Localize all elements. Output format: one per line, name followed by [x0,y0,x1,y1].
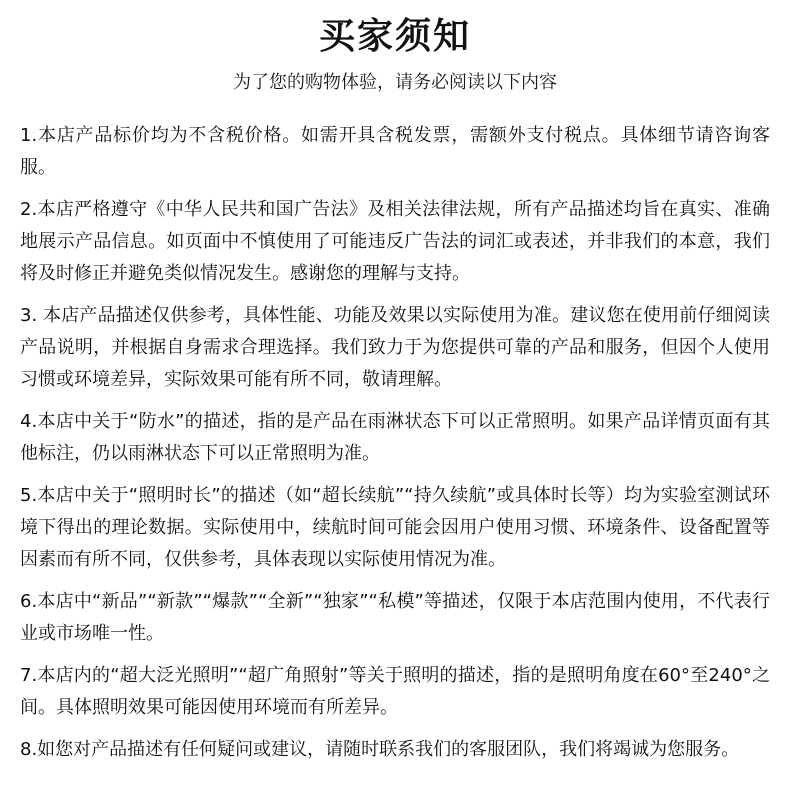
notice-item-1: 1.本店产品标价均为不含税价格。如需开具含税发票，需额外支付税点。具体细节请咨询客服。 [20,125,770,178]
notice-item-3: 3. 本店产品描述仅供参考，具体性能、功能及效果以实际使用为准。建议您在使用前仔细阅读产品说明，并根据自身需求合理选择。我们致力于为您提供可靠的产品和服务，但因个人使用习惯或环境差异，实际效果可能有所不同，敬请理解。 [20,305,770,390]
page-title: 买家须知 [318,16,471,57]
notice-item-4: 4.本店中关于“防水”的描述，指的是产品在雨淋状态下可以正常照明。如果产品详情页面有其他标注，仍以雨淋状态下可以正常照明为准。 [20,411,770,464]
notice-item-8: 8.如您对产品描述有任何疑问或建议，请随时联系我们的客服团队，我们将竭诚为您服务。 [20,739,740,760]
notice-item-2: 2.本店严格遵守《中华人民共和国广告法》及相关法律法规，所有产品描述均旨在真实、准确地展示产品信息。如页面中不慎使用了可能违反广告法的词汇或表述，并非我们的本意，我们将及时修正并避免类似情况发生。感谢您的理解与支持。 [20,199,770,284]
notice-item-6: 6.本店中“新品”“新款”“爆款”“全新”“独家”“私模”等描述，仅限于本店范围内使用，不代表行业或市场唯一性。 [20,591,770,644]
notice-item-7: 7.本店内的“超大泛光照明”“超广角照射”等关于照明的描述，指的是照明角度在60°至240°之间。具体照明效果可能因使用环境而有所差异。 [20,665,770,718]
notice-item-5: 5.本店中关于“照明时长”的描述（如“超长续航”“持久续航”或具体时长等）均为实验室测试环境下得出的理论数据。实际使用中，续航时间可能会因用户使用习惯、环境条件、设备配置等因素而有所不同，仅供参考，具体表现以实际使用情况为准。 [20,485,770,570]
page-subtitle: 为了您的购物体验，请务必阅读以下内容 [233,72,557,93]
